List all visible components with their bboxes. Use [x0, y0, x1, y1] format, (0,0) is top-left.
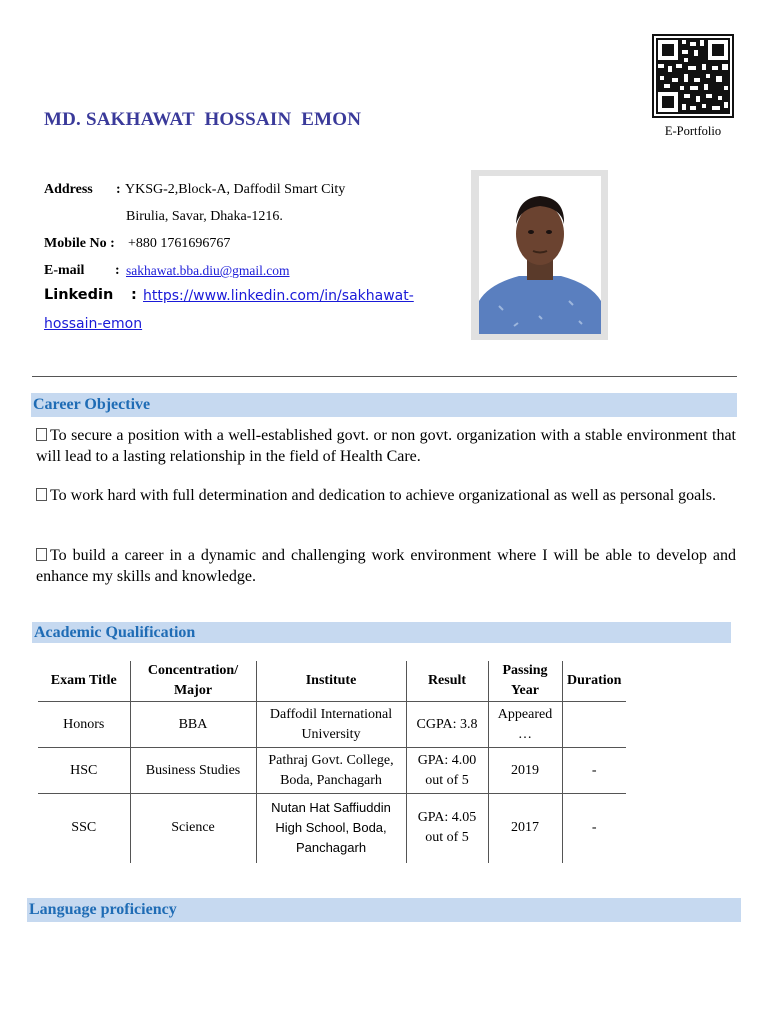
- profile-photo: [479, 176, 601, 334]
- table-cell: Pathraj Govt. College, Boda, Panchagarh: [256, 748, 406, 794]
- table-cell: Honors: [38, 702, 130, 748]
- academic-table: [38, 661, 626, 863]
- linkedin-label: Linkedin: [44, 287, 114, 303]
- table-cell: 2019: [488, 748, 562, 794]
- career-objective-item: To work hard with full determination and dedication to achieve organizational as well as personal goals.: [36, 485, 736, 506]
- email-colon: :: [115, 263, 120, 278]
- academic-heading-band: [32, 622, 731, 643]
- table-header-row: [38, 661, 626, 702]
- table-row: [38, 794, 626, 863]
- table-cell: [562, 702, 626, 748]
- email-link[interactable]: sakhawat.bba.diu@gmail.com: [126, 263, 290, 278]
- table-cell: Nutan Hat Saffiuddin High School, Boda, Panchagarh: [256, 794, 406, 863]
- column-header: Institute: [256, 661, 406, 702]
- linkedin-colon: :: [131, 287, 137, 303]
- language-heading-band: [27, 898, 741, 922]
- table-row: [38, 702, 626, 748]
- career-objective-heading-band: [31, 393, 737, 417]
- column-header: Duration: [562, 661, 626, 702]
- table-row: [38, 748, 626, 794]
- bullet-icon: [36, 488, 47, 501]
- column-header: Result: [406, 661, 488, 702]
- language-heading: Language proficiency: [29, 901, 177, 918]
- table-cell: SSC: [38, 794, 130, 863]
- table-cell: Business Studies: [130, 748, 256, 794]
- table-cell: -: [562, 794, 626, 863]
- table-cell: GPA: 4.05 out of 5: [406, 794, 488, 863]
- column-header: Exam Title: [38, 661, 130, 702]
- candidate-name: MD. SAKHAWAT HOSSAIN EMON: [44, 109, 362, 130]
- table-cell: Science: [130, 794, 256, 863]
- mobile-number: +880 1761696767: [128, 236, 231, 251]
- qr-code-icon[interactable]: [652, 34, 734, 118]
- career-objective-item: To secure a position with a well-established govt. or non govt. organization with a stable environment that will lead to a lasting relationship in the field of Health Care.: [36, 427, 736, 465]
- qr-caption: E-Portfolio: [664, 124, 722, 138]
- column-header: Passing Year: [488, 661, 562, 702]
- address-line-1: YKSG-2,Block-A, Daffodil Smart City: [125, 182, 346, 197]
- table-cell: BBA: [130, 702, 256, 748]
- bullet-icon: [36, 548, 47, 561]
- column-header: Concentration/ Major: [130, 661, 256, 702]
- address-colon: :: [116, 182, 121, 197]
- table-cell: -: [562, 748, 626, 794]
- career-objective-item: To build a career in a dynamic and challenging work environment where I will be able to develop and enhance my skills and knowledge.: [36, 547, 736, 585]
- table-cell: HSC: [38, 748, 130, 794]
- table-cell: Appeared …: [488, 702, 562, 748]
- portrait-image: [479, 176, 601, 334]
- table-cell: CGPA: 3.8: [406, 702, 488, 748]
- table-cell: 2017: [488, 794, 562, 863]
- mobile-label: Mobile No :: [44, 236, 115, 251]
- career-objective-heading: Career Objective: [33, 396, 151, 413]
- header-divider: [32, 376, 737, 377]
- address-label: Address: [44, 182, 93, 197]
- linkedin-link-line-1[interactable]: https://www.linkedin.com/in/sakhawat-: [143, 288, 414, 304]
- address-line-2: Birulia, Savar, Dhaka-1216.: [126, 209, 283, 224]
- bullet-icon: [36, 428, 47, 441]
- email-label: E-mail: [44, 263, 85, 278]
- linkedin-link-line-2[interactable]: hossain-emon: [44, 316, 143, 332]
- table-cell: Daffodil International University: [256, 702, 406, 748]
- academic-heading: Academic Qualification: [34, 624, 196, 641]
- table-cell: GPA: 4.00 out of 5: [406, 748, 488, 794]
